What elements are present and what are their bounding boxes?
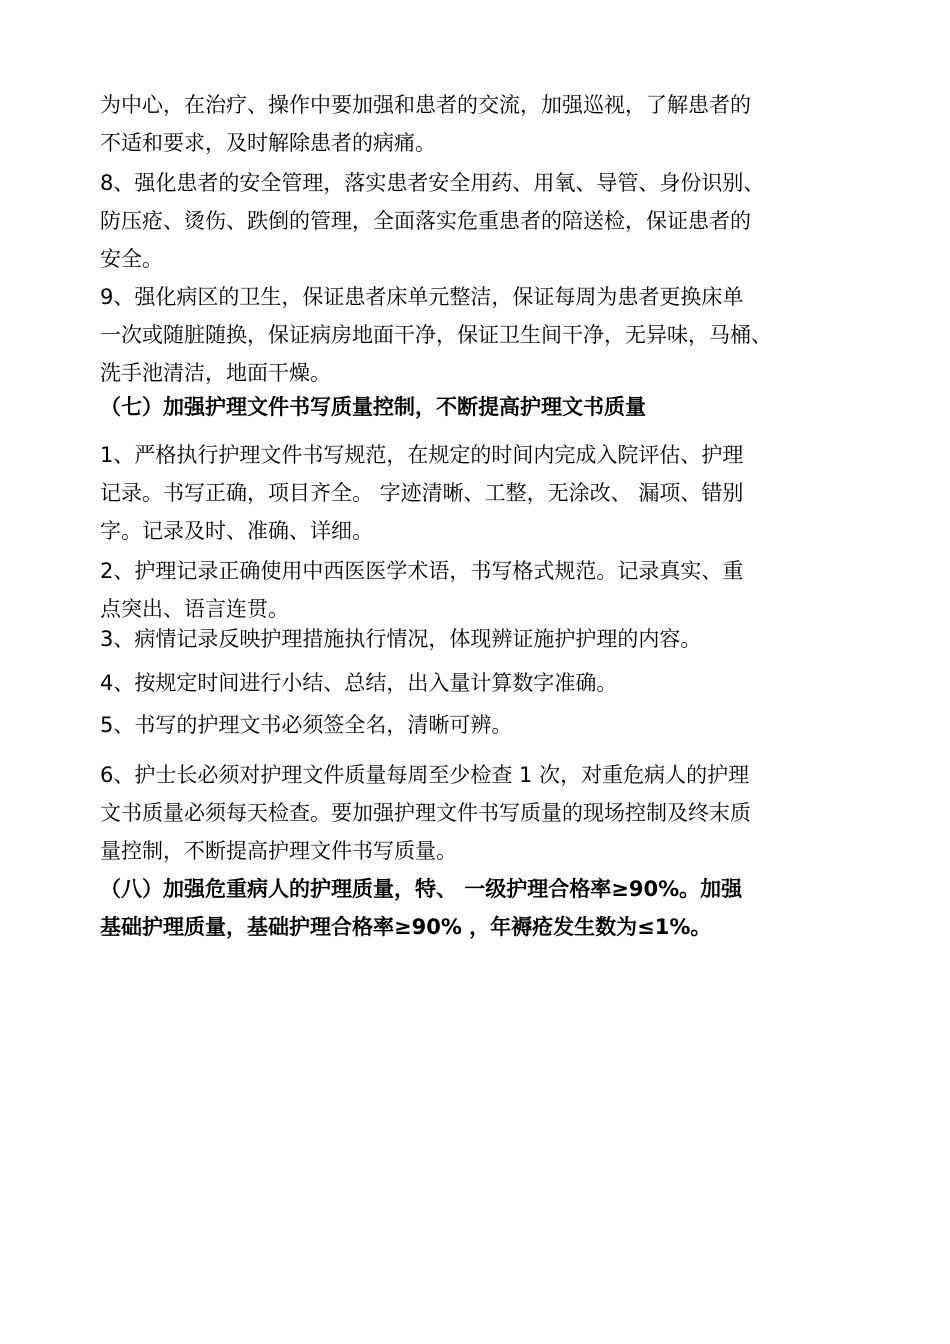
heading-line: （八）加强危重病人的护理质量，特、 一级护理合格率≥90%。加强: [100, 877, 743, 901]
text-line: 点突出、语言连贯。: [100, 597, 289, 621]
section-heading-7: [100, 388, 860, 426]
text-line: 文书质量必须每天检查。要加强护理文件书写质量的现场控制及终末质: [100, 801, 751, 825]
text-line: 5、书写的护理文书必须签全名，清晰可辨。: [100, 713, 513, 737]
text-line: 4、按规定时间进行小结、总结，出入量计算数字准确。: [100, 671, 618, 695]
text-line: 1、严格执行护理文件书写规范，在规定的时间内完成入院评估、护理: [100, 443, 744, 467]
paragraph-sub-2: [100, 552, 860, 628]
heading-line: （七）加强护理文件书写质量控制，不断提高护理文书质量: [100, 395, 646, 419]
text-line: 洗手池清洁，地面干燥。: [100, 361, 331, 385]
heading-line: 基础护理质量，基础护理合格率≥90% ，年褥疮发生数为≤1%。: [100, 915, 712, 939]
text-line: 安全。: [100, 247, 163, 271]
paragraph-sub-5: [100, 706, 860, 744]
paragraph-sub-4: [100, 664, 860, 702]
text-line: 一次或随脏随换，保证病房地面干净，保证卫生间干净，无异味，马桶、: [100, 323, 772, 347]
text-line: 量控制，不断提高护理文件书写质量。: [100, 839, 457, 863]
text-line: 为中心，在治疗、操作中要加强和患者的交流，加强巡视，了解患者的: [100, 93, 751, 117]
text-line: 不适和要求，及时解除患者的病痛。: [100, 131, 436, 155]
text-line: 防压疮、烫伤、跌倒的管理，全面落实危重患者的陪送检，保证患者的: [100, 209, 751, 233]
text-line: 字。记录及时、准确、详细。: [100, 519, 373, 543]
text-line: 3、病情记录反映护理措施执行情况，体现辨证施护护理的内容。: [100, 627, 702, 651]
paragraph-item-8: [100, 164, 860, 278]
section-heading-8: [100, 870, 860, 946]
paragraph-sub-3: [100, 620, 860, 658]
text-line: 2、护理记录正确使用中西医医学术语，书写格式规范。记录真实、重: [100, 559, 744, 583]
paragraph-sub-1: [100, 436, 860, 550]
paragraph-sub-6: [100, 756, 860, 870]
text-line: 记录。书写正确，项目齐全。 字迹清晰、工整，无涂改、 漏项、错别: [100, 481, 744, 505]
text-line: 6、护士长必须对护理文件质量每周至少检查 1 次，对重危病人的护理: [100, 763, 750, 787]
paragraph-continuation: [100, 86, 860, 162]
paragraph-item-9: [100, 278, 860, 392]
text-line: 9、强化病区的卫生，保证患者床单元整洁，保证每周为患者更换床单: [100, 285, 744, 309]
text-line: 8、强化患者的安全管理，落实患者安全用药、用氧、导管、身份识别、: [100, 171, 765, 195]
